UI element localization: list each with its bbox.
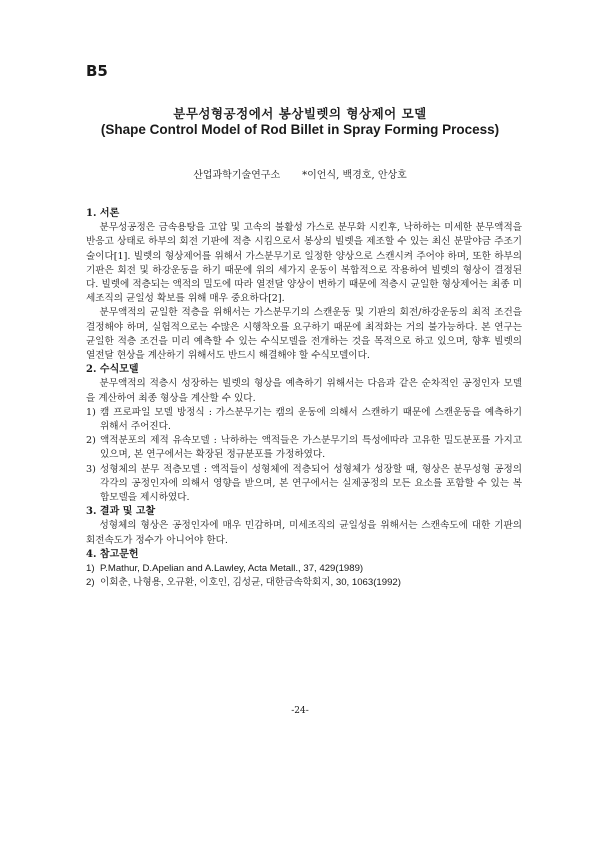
results-paragraph: 성형체의 형상은 공정인자에 매우 민감하며, 미세조직의 균일성을 위해서는 스캔속도에 대한 기판의 회전속도가 정수가 아니어야 한다. <box>86 520 522 546</box>
title-korean: 분무성형공정에서 봉상빌렛의 형상제어 모델 <box>173 106 427 121</box>
author-line <box>0 166 600 181</box>
list-item-text: 캠 프로파일 모델 방정식 : 가스분무기는 캠의 운동에 의해서 스캔하기 때문에 스캔운동을 예측하기 위해서 주어진다. <box>100 406 522 433</box>
list-item <box>86 463 522 506</box>
list-item-number: 3) <box>86 463 96 475</box>
paper-code: B5 <box>86 62 108 80</box>
page-number: -24- <box>291 706 309 716</box>
list-item-text: 성형체의 분무 적층모델 : 액적들이 성형체에 적층되어 성형체가 성장할 때, 형상은 분무성형 공정의 각각의 공정인자에 의해서 영향을 받으며, 본 연구에서는 실제공정의 모든 요소를 포함할 수 있는 복합모델을 제시하였다. <box>100 463 522 504</box>
section-heading-references: 4. 참고문헌 <box>86 548 139 560</box>
reference-text: 이회춘, 나형용, 오규환, 이호인, 김성균, 대한금속학회지, 30, 1063(1992) <box>100 577 401 589</box>
reference-item <box>86 576 522 590</box>
authors: *이언식, 백경호, 안상호 <box>302 170 407 181</box>
reference-number: 2) <box>86 577 95 589</box>
affiliation: 산업과학기술연구소 <box>193 170 281 181</box>
section-heading-intro: 1. 서론 <box>86 208 120 219</box>
list-item-number: 1) <box>86 406 96 418</box>
title-english: (Shape Control Model of Rod Billet in Spray Forming Process) <box>100 122 500 137</box>
reference-text: P.Mathur, D.Apelian and A.Lawley, Acta Metall., 37, 429(1989) <box>100 563 364 575</box>
intro-paragraph-2: 분무액적의 균일한 적층을 위해서는 가스분무기의 스캔운동 및 기판의 회전/하강운동의 최적 조건을 결정해야 하며, 실험적으로는 수많은 시행착오를 요구하기 때문에 최적화는 거의 불가능하다. 본 연구는 균일한 적층 조건을 미리 예측할 수 있는 수식모델을 전개하는 것을 목적으로 하고 있으며, 향후 빌렛의 열전달 현상을 계산하기 위해서도 반드시 해결해야 할 수식모델이다. <box>86 307 522 362</box>
list-item-text: 액적분포의 제적 유속모델 : 낙하하는 액적들은 가스분무기의 특성에따라 고유한 밀도분포를 가지고 있으며, 본 연구에서는 확장된 정규분포를 가정하였다. <box>100 435 522 461</box>
reference-item <box>86 562 522 576</box>
model-paragraph: 분무액적의 적층시 성장하는 빌렛의 형상을 예측하기 위해서는 다음과 같은 순차적인 공정인자 모델을 계산하여 최종 형상을 계산할 수 있다. <box>86 378 522 404</box>
list-item-number: 2) <box>86 435 96 447</box>
list-item <box>86 406 522 434</box>
intro-paragraph-1: 분무성공정은 금속용탕을 고압 및 고속의 불활성 가스로 분무화 시킨후, 낙하하는 미세한 분무액적을 반응고 상태로 하부의 회전 기판에 적층 시킴으로서 봉상의 빌렛을 제조할 수 있는 최신 분말야금 주조기술이다[1]. 빌렛의 형상제어를 위해서 가스분무기로 일정한 양상으로 스캔시켜 주어야 하며, 또한 하부의 기판은 회전 및 하강운동을 하기 때문에 위의 세가지 운동이 복합적으로 작용하여 빌렛의 형상이 결정된다. 빌렛에 적층되는 액적의 밀도에 따라 열전달 양상이 변하기 때문에 적층시 균일한 형상제어는 최종 미세조직의 균일성 확보를 위해 매우 중요하다[2]. <box>86 222 522 305</box>
paper-body <box>86 207 522 590</box>
section-heading-model: 2. 수식모델 <box>86 364 139 376</box>
section-heading-results: 3. 결과 및 고찰 <box>86 506 156 518</box>
list-item <box>86 434 522 462</box>
reference-number: 1) <box>86 563 95 575</box>
